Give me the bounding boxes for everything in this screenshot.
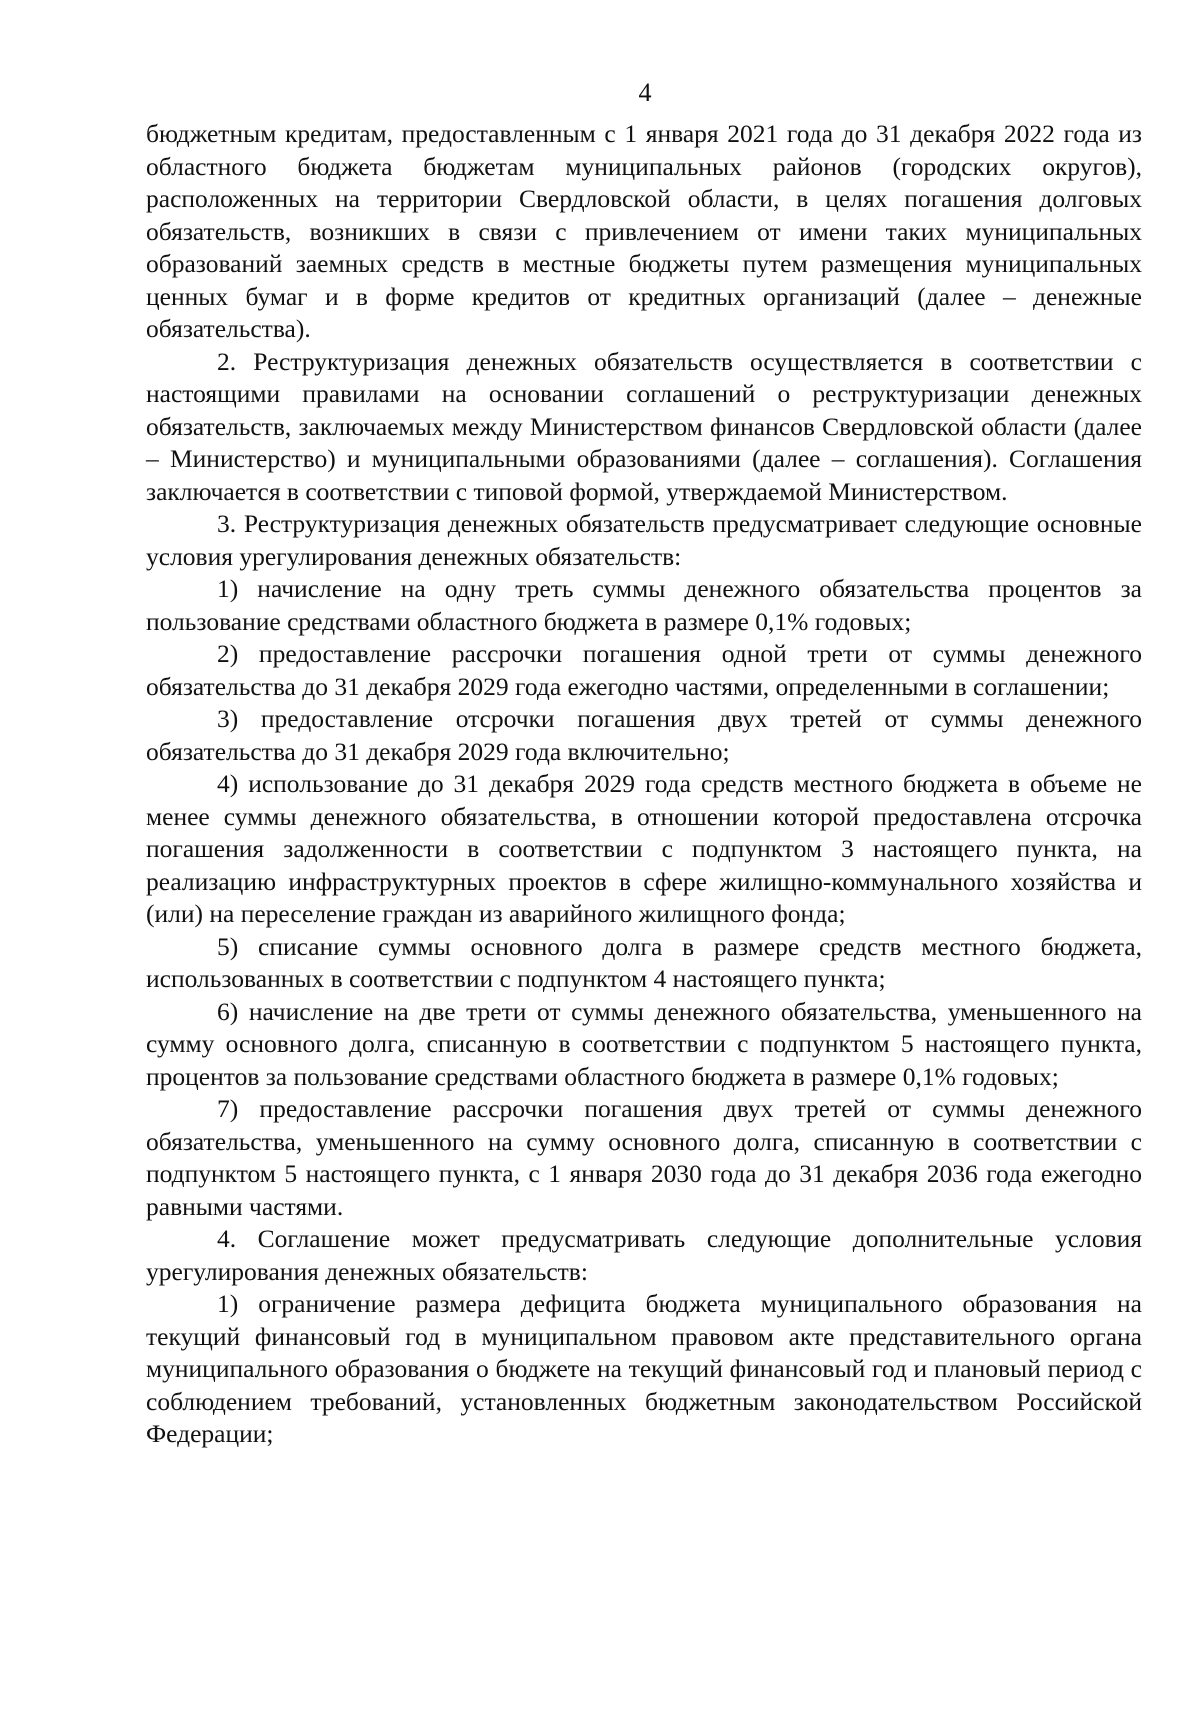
- subparagraph-4-1: 1) ограничение размера дефицита бюджета муниципального образования на текущий финансовый год в муниципальном правовом акте представительного органа муниципального образования о бюджете на текущий финансовый год и плановый период с соблюдением требований, установленных бюджетным законодательством Российской Федерации;: [146, 1289, 1142, 1448]
- page-number: 4: [638, 78, 652, 107]
- subparagraph-3-7: 7) предоставление рассрочки погашения двух третей от суммы денежного обязательства, уменьшенного на сумму основного долга, списанную в соответствии с подпунктом 5 настоящего пункта, с 1 января 2030 года до 31 декабря 2036 года ежегодно равными частями.: [146, 1094, 1142, 1221]
- subparagraph-3-1: 1) начисление на одну треть суммы денежного обязательства процентов за пользование средствами областного бюджета в размере 0,1% годовых;: [146, 574, 1142, 636]
- subparagraph-3-2: 2) предоставление рассрочки погашения одной трети от суммы денежного обязательства до 31 декабря 2029 года ежегодно частями, определенными в соглашении;: [146, 639, 1142, 701]
- subparagraph-3-4: 4) использование до 31 декабря 2029 года средств местного бюджета в объеме не менее суммы денежного обязательства, в отношении которой предоставлена отсрочка погашения задолженности в соответствии с подпунктом 3 настоящего пункта, на реализацию инфраструктурных проектов в сфере жилищно-коммунального хозяйства и (или) на переселение граждан из аварийного жилищного фонда;: [146, 769, 1142, 928]
- paragraph-continuation: бюджетным кредитам, предоставленным с 1 января 2021 года до 31 декабря 2022 года из областного бюджета бюджетам муниципальных районов (городских округов), расположенных на территории Свердловской области, в целях погашения долговых обязательств, возникших в связи с привлечением от имени таких муниципальных образований заемных средств в местные бюджеты путем размещения муниципальных ценных бумаг и в форме кредитов от кредитных организаций (далее – денежные обязательства).: [146, 119, 1142, 343]
- subparagraph-3-6: 6) начисление на две трети от суммы денежного обязательства, уменьшенного на сумму основного долга, списанную в соответствии с подпунктом 5 настоящего пункта, процентов за пользование средствами областного бюджета в размере 0,1% годовых;: [146, 996, 1142, 1091]
- subparagraph-3-3: 3) предоставление отсрочки погашения двух третей от суммы денежного обязательства до 31 декабря 2029 года включительно;: [146, 704, 1142, 766]
- paragraph-item-2: 2. Реструктуризация денежных обязательств осуществляется в соответствии с настоящими правилами на основании соглашений о реструктуризации денежных обязательств, заключаемых между Министерством финансов Свердловской области (далее – Министерство) и муниципальными образованиями (далее – соглашения). Соглашения заключается в соответствии с типовой формой, утверждаемой Министерством.: [146, 346, 1142, 506]
- paragraph-item-3: 3. Реструктуризация денежных обязательств предусматривает следующие основные условия урегулирования денежных обязательств:: [146, 509, 1142, 571]
- subparagraph-3-5: 5) списание суммы основного долга в размере средств местного бюджета, использованных в соответствии с подпунктом 4 настоящего пункта;: [146, 931, 1142, 993]
- document-body: [146, 118, 1142, 1451]
- paragraph-item-4: 4. Соглашение может предусматривать следующие дополнительные условия урегулирования денежных обязательств:: [146, 1224, 1142, 1286]
